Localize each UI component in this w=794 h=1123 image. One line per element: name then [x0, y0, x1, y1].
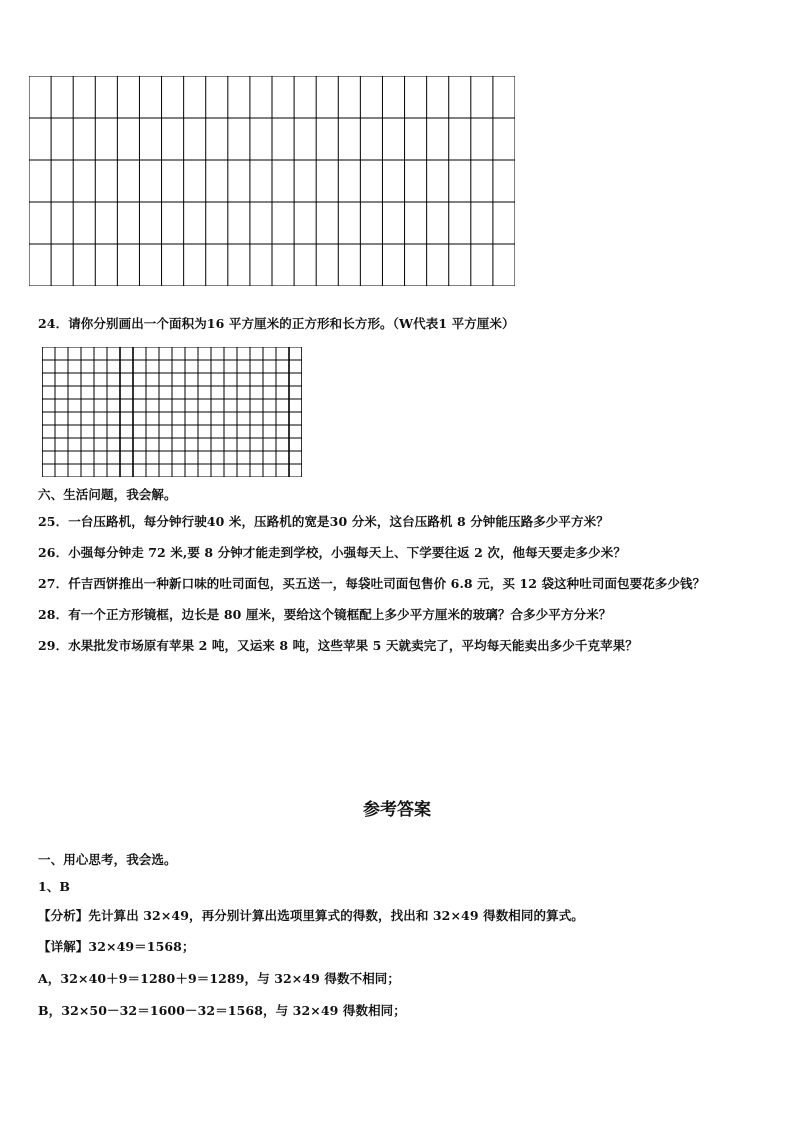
detail-line: [38, 939, 195, 955]
question-24: [38, 316, 515, 332]
question-number: 24．: [38, 316, 69, 331]
detail-tag: 【详解】: [38, 939, 89, 954]
question-text: 一台压路机，每分钟行驶40 米，压路机的宽是30 分米，这台压路机 8 分钟能压路多少平方米？: [68, 514, 609, 529]
question-27: [38, 576, 705, 592]
detail-text: 32×49＝1568；: [88, 939, 195, 954]
question-text: 请你分别画出一个面积为16 平方厘米的正方形和长方形。（W代表1 平方厘米）: [68, 316, 515, 331]
analysis-text: 先计算出 32×49，再分别计算出选项里算式的得数，找出和 32×49 得数相同的算式。: [88, 908, 584, 923]
question-number: 25．: [38, 514, 69, 529]
question-25: [38, 514, 609, 530]
question-number: 29．: [38, 638, 69, 653]
question-text: 水果批发市场原有苹果 2 吨，又运来 8 吨，这些苹果 5 天就卖完了，平均每天能卖出多少千克苹果？: [68, 638, 638, 653]
answer-1: 1、B: [38, 879, 71, 894]
question-number: 27．: [38, 576, 69, 591]
question-text: 小强每分钟走 72 米,要 8 分钟才能走到学校，小强每天上、下学要往返 2 次，他每天要走多少米？: [68, 545, 626, 560]
option-a-line: A，32×40＋9＝1280＋9＝1289，与 32×49 得数不相同；: [38, 971, 401, 986]
option-b-line: B，32×50－32＝1600－32＝1568，与 32×49 得数相同；: [38, 1003, 406, 1018]
square-centimeter-grid: [42, 347, 302, 477]
question-28: [38, 607, 611, 623]
question-text: 有一个正方形镜框，边长是 80 厘米，要给这个镜框配上多少平方厘米的玻璃？合多少平方分米？: [68, 607, 612, 622]
question-number: 28．: [38, 607, 69, 622]
section-heading-6: 六、生活问题，我会解。: [38, 487, 177, 502]
analysis-line: [38, 908, 584, 924]
analysis-tag: 【分析】: [38, 908, 89, 923]
question-number: 26．: [38, 545, 69, 560]
question-text: 仟吉西饼推出一种新口味的吐司面包，买五送一，每袋吐司面包售价 6.8 元，买 12 袋这种吐司面包要花多少钱？: [68, 576, 706, 591]
answer-section-1: 一、用心思考，我会选。: [38, 852, 177, 867]
question-29: [38, 638, 638, 654]
question-26: [38, 545, 626, 561]
writing-grid: [29, 76, 515, 286]
answer-title: 参考答案: [363, 800, 431, 820]
